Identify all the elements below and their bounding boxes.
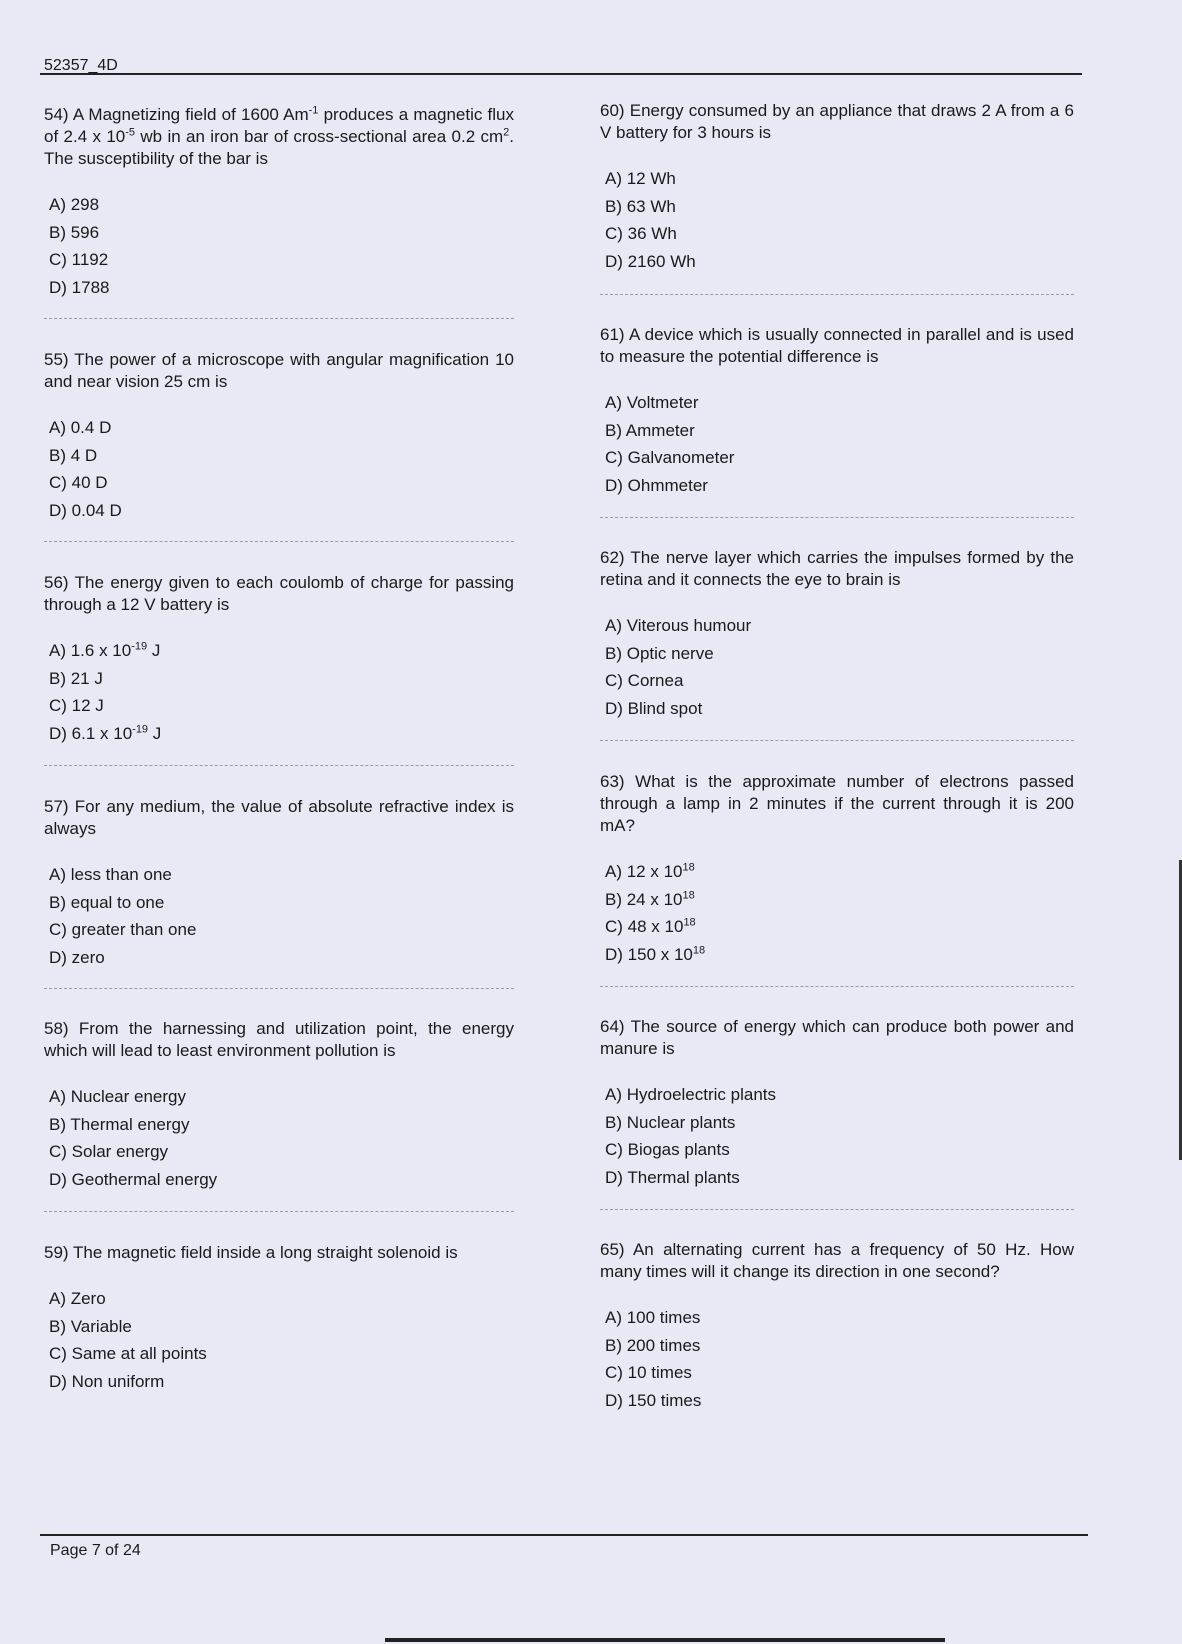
question-separator	[600, 740, 1074, 741]
text-part: What is the approximate number of electrons passed through a lamp in 2 minutes if the current through it is 200 mA?	[600, 772, 1074, 835]
options-list	[600, 389, 1074, 499]
superscript: 18	[682, 888, 695, 901]
options-list	[600, 1081, 1074, 1191]
option-text: A) 12 x 10	[605, 862, 683, 881]
question-text	[44, 572, 514, 616]
option-d: D) Geothermal energy	[49, 1169, 218, 1189]
option-text: D) 6.1 x 10	[49, 723, 133, 743]
question-number: 59)	[44, 1243, 69, 1262]
option-b: B) 63 Wh	[605, 196, 676, 216]
question-number: 61)	[600, 325, 625, 344]
option-text: C) 48 x 10	[605, 917, 684, 937]
option-c: C) 12 J	[49, 696, 104, 716]
superscript: 18	[692, 944, 706, 957]
option-c: C) Cornea	[605, 671, 684, 691]
page-code: 52357_4D	[44, 57, 118, 74]
text-part: The power of a microscope with angular magnification 10 and near vision 25 cm is	[44, 350, 515, 391]
options-list	[44, 191, 514, 301]
option-c: C) 1192	[49, 250, 109, 270]
options-list	[44, 1285, 514, 1395]
text-part: The energy given to each coulomb of charge for passing through a 12 V battery is	[44, 573, 515, 614]
option-c: C) Solar energy	[49, 1142, 169, 1162]
option-c: C) 36 Wh	[605, 224, 677, 244]
question-55	[44, 349, 514, 524]
question-64	[600, 1016, 1074, 1191]
option-b: B) Nuclear plants	[605, 1112, 736, 1132]
text-part: produces a magnetic flux of 2.4 x 10	[44, 105, 514, 146]
text-part: The nerve layer which carries the impulses formed by the retina and it connects the eye to brain is	[600, 548, 1075, 589]
option-b: B) 4 D	[49, 445, 98, 465]
option-a: A) 0.4 D	[49, 418, 112, 437]
question-63	[600, 771, 1074, 968]
option-a: A) 12 Wh	[605, 169, 676, 188]
text-part: A Magnetizing field of 1600 Am	[72, 105, 309, 124]
question-number: 63)	[600, 772, 625, 791]
option-b: B) Thermal energy	[49, 1114, 190, 1134]
question-number: 62)	[600, 548, 625, 567]
question-separator	[600, 986, 1074, 987]
question-text	[44, 796, 514, 840]
option-c: C) Same at all points	[49, 1344, 207, 1364]
question-number: 54)	[44, 105, 69, 124]
option-a: A) Zero	[49, 1289, 106, 1308]
question-separator	[44, 318, 514, 319]
question-text	[600, 771, 1074, 837]
option-a	[49, 637, 514, 665]
footer-rule	[40, 1534, 1088, 1536]
question-text	[44, 1242, 514, 1264]
question-57	[44, 796, 514, 971]
option-b: B) 596	[49, 222, 100, 242]
question-text	[44, 349, 514, 393]
question-number: 55)	[44, 350, 69, 369]
options-list	[44, 861, 514, 971]
option-a: A) 100 times	[605, 1308, 701, 1327]
option-d: D) 0.04 D	[49, 500, 122, 520]
options-list	[44, 1083, 514, 1193]
options-list	[600, 612, 1074, 722]
superscript: -1	[308, 104, 319, 117]
option-d: D) 2160 Wh	[605, 251, 696, 271]
question-text	[44, 1018, 514, 1062]
superscript: -5	[125, 126, 136, 139]
option-c: C) 40 D	[49, 473, 108, 493]
question-number: 57)	[44, 797, 69, 816]
option-a: A) Voltmeter	[605, 393, 699, 412]
option-a: A) less than one	[49, 865, 172, 884]
question-59	[44, 1242, 514, 1395]
option-d: D) 1788	[49, 277, 110, 297]
option-b: B) equal to one	[49, 892, 165, 912]
superscript: 2	[503, 126, 510, 139]
text-part: For any medium, the value of absolute refractive index is always	[44, 797, 514, 838]
option-c: C) Galvanometer	[605, 448, 735, 468]
question-58	[44, 1018, 514, 1193]
superscript: -19	[132, 723, 149, 736]
option-d: D) Non uniform	[49, 1371, 165, 1391]
option-text: D) 150 x 10	[605, 944, 693, 964]
option-text: B) 24 x 10	[605, 889, 683, 909]
question-54	[44, 104, 514, 301]
option-b: B) 200 times	[605, 1335, 701, 1355]
option-a: A) Hydroelectric plants	[605, 1085, 777, 1104]
option-c: C) Biogas plants	[605, 1140, 730, 1160]
question-text	[600, 1016, 1074, 1060]
question-61	[600, 324, 1074, 499]
question-number: 56)	[44, 573, 69, 592]
text-part: A device which is usually connected in parallel and is used to measure the potential difference is	[600, 325, 1074, 366]
option-d	[49, 720, 514, 748]
option-b	[605, 886, 1074, 914]
option-b: B) Optic nerve	[605, 643, 714, 663]
question-number: 60)	[600, 101, 625, 120]
header-rule	[40, 73, 1082, 75]
question-text	[600, 324, 1074, 368]
option-d: D) 150 times	[605, 1390, 702, 1410]
scan-bottom-mark	[385, 1638, 945, 1642]
option-unit: J	[147, 641, 161, 660]
text-part: Energy consumed by an appliance that draws 2 A from a 6 V battery for 3 hours is	[600, 101, 1074, 142]
option-b: B) Ammeter	[605, 420, 695, 440]
option-d	[605, 941, 1074, 969]
options-list	[600, 165, 1074, 275]
option-c: C) greater than one	[49, 920, 197, 940]
question-text	[600, 1239, 1074, 1283]
question-65	[600, 1239, 1074, 1414]
options-list	[600, 858, 1074, 968]
option-a: A) Viterous humour	[605, 616, 752, 635]
text-part: . The susceptibility of the bar is	[44, 127, 515, 168]
question-separator	[44, 1211, 514, 1212]
option-d: D) Ohmmeter	[605, 475, 708, 495]
text-part: wb in an iron bar of cross-sectional area 0.2 cm	[135, 127, 504, 146]
question-text	[44, 104, 514, 170]
question-separator	[44, 541, 514, 542]
question-text	[600, 547, 1074, 591]
option-a: A) 298	[49, 195, 100, 214]
superscript: -19	[131, 640, 148, 653]
question-text	[600, 100, 1074, 144]
options-list	[44, 414, 514, 524]
question-number: 64)	[600, 1017, 625, 1036]
option-c: C) 10 times	[605, 1363, 692, 1383]
option-text: A) 1.6 x 10	[49, 641, 132, 660]
page-number: Page 7 of 24	[50, 1542, 141, 1559]
question-separator	[600, 294, 1074, 295]
question-number: 65)	[600, 1240, 625, 1259]
question-separator	[44, 765, 514, 766]
options-list	[600, 1304, 1074, 1414]
options-list	[44, 637, 514, 747]
option-d: D) Blind spot	[605, 698, 703, 718]
text-part: From the harnessing and utilization point, the energy which will lead to least environment pollution is	[44, 1019, 514, 1060]
question-62	[600, 547, 1074, 722]
text-part: The source of energy which can produce both power and manure is	[600, 1017, 1074, 1058]
option-unit: J	[148, 723, 162, 743]
option-b: B) Variable	[49, 1316, 132, 1336]
question-separator	[600, 517, 1074, 518]
question-number: 58)	[44, 1019, 69, 1038]
option-b: B) 21 J	[49, 668, 103, 688]
superscript: 18	[683, 916, 696, 929]
question-56	[44, 572, 514, 747]
superscript: 18	[682, 861, 695, 874]
text-part: An alternating current has a frequency of 50 Hz. How many times will it change its direction in one second?	[600, 1240, 1075, 1281]
option-a	[605, 858, 1074, 886]
option-a: A) Nuclear energy	[49, 1087, 187, 1106]
question-60	[600, 100, 1074, 275]
question-separator	[600, 1209, 1074, 1210]
question-separator	[44, 988, 514, 989]
option-c	[605, 913, 1074, 941]
option-d: D) zero	[49, 947, 105, 967]
text-part: The magnetic field inside a long straight solenoid is	[73, 1243, 458, 1262]
option-d: D) Thermal plants	[605, 1167, 740, 1187]
